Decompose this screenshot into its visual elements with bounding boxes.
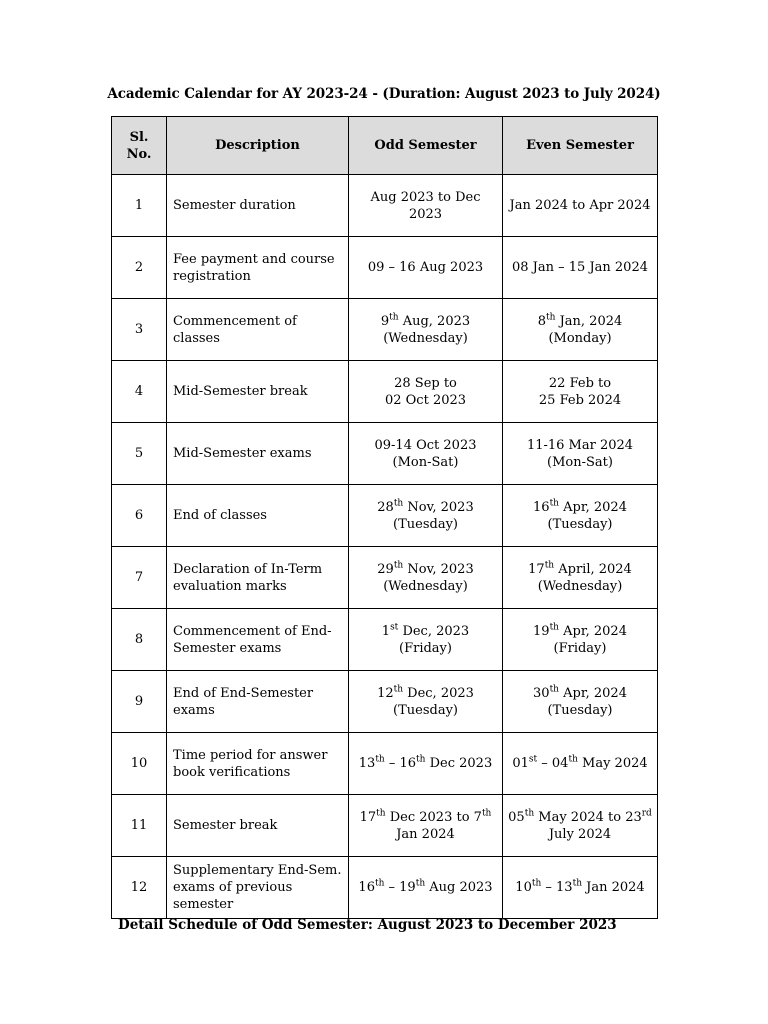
table-row — [112, 795, 658, 857]
section-heading: Detail Schedule of Odd Semester: August 2023 to December 2023 — [118, 917, 617, 933]
table-row — [112, 299, 658, 361]
row-odd-semester: 09-14 Oct 2023 (Mon-Sat) — [349, 423, 503, 485]
row-even-semester: 05th May 2024 to 23rd July 2024 — [503, 795, 658, 857]
table-row — [112, 361, 658, 423]
row-description: Commencement of End-Semester exams — [167, 609, 349, 671]
table-row — [112, 423, 658, 485]
row-description: Mid-Semester exams — [167, 423, 349, 485]
document-title: Academic Calendar for AY 2023-24 - (Duration: August 2023 to July 2024) — [107, 86, 661, 102]
table-row — [112, 547, 658, 609]
table-row — [112, 733, 658, 795]
row-even-semester: 30th Apr, 2024 (Tuesday) — [503, 671, 658, 733]
row-description: Fee payment and course registration — [167, 237, 349, 299]
row-even-semester: 10th – 13th Jan 2024 — [503, 857, 658, 919]
row-odd-semester: 28 Sep to 02 Oct 2023 — [349, 361, 503, 423]
row-number: 1 — [112, 175, 167, 237]
row-description: Commencement of classes — [167, 299, 349, 361]
row-even-semester: 08 Jan – 15 Jan 2024 — [503, 237, 658, 299]
row-even-semester: 17th April, 2024 (Wednesday) — [503, 547, 658, 609]
row-number: 3 — [112, 299, 167, 361]
row-odd-semester: 28th Nov, 2023 (Tuesday) — [349, 485, 503, 547]
header-odd-semester: Odd Semester — [349, 117, 503, 175]
row-even-semester: Jan 2024 to Apr 2024 — [503, 175, 658, 237]
row-description: Declaration of In-Term evaluation marks — [167, 547, 349, 609]
row-odd-semester: 29th Nov, 2023 (Wednesday) — [349, 547, 503, 609]
row-description: Time period for answer book verifications — [167, 733, 349, 795]
row-description: Mid-Semester break — [167, 361, 349, 423]
header-even-semester: Even Semester — [503, 117, 658, 175]
row-odd-semester: 12th Dec, 2023 (Tuesday) — [349, 671, 503, 733]
row-number: 8 — [112, 609, 167, 671]
row-odd-semester: 9th Aug, 2023 (Wednesday) — [349, 299, 503, 361]
table-row — [112, 175, 658, 237]
row-odd-semester: Aug 2023 to Dec 2023 — [349, 175, 503, 237]
row-description: End of End-Semester exams — [167, 671, 349, 733]
row-number: 6 — [112, 485, 167, 547]
header-sl-no: Sl. No. — [112, 117, 167, 175]
row-odd-semester: 16th – 19th Aug 2023 — [349, 857, 503, 919]
academic-calendar-table — [111, 116, 658, 919]
table-row — [112, 237, 658, 299]
row-number: 4 — [112, 361, 167, 423]
row-odd-semester: 13th – 16th Dec 2023 — [349, 733, 503, 795]
row-even-semester: 19th Apr, 2024 (Friday) — [503, 609, 658, 671]
table-row — [112, 485, 658, 547]
row-description: End of classes — [167, 485, 349, 547]
row-description: Supplementary End-Sem. exams of previous semester — [167, 857, 349, 919]
table-header-row — [112, 117, 658, 175]
row-number: 9 — [112, 671, 167, 733]
table-row — [112, 857, 658, 919]
row-number: 11 — [112, 795, 167, 857]
row-description: Semester break — [167, 795, 349, 857]
header-description: Description — [167, 117, 349, 175]
row-number: 12 — [112, 857, 167, 919]
row-number: 7 — [112, 547, 167, 609]
row-odd-semester: 1st Dec, 2023 (Friday) — [349, 609, 503, 671]
row-even-semester: 22 Feb to 25 Feb 2024 — [503, 361, 658, 423]
table-row — [112, 609, 658, 671]
table-row — [112, 671, 658, 733]
row-even-semester: 16th Apr, 2024 (Tuesday) — [503, 485, 658, 547]
row-number: 10 — [112, 733, 167, 795]
row-even-semester: 01st – 04th May 2024 — [503, 733, 658, 795]
row-even-semester: 8th Jan, 2024 (Monday) — [503, 299, 658, 361]
row-odd-semester: 09 – 16 Aug 2023 — [349, 237, 503, 299]
row-odd-semester: 17th Dec 2023 to 7th Jan 2024 — [349, 795, 503, 857]
row-description: Semester duration — [167, 175, 349, 237]
row-even-semester: 11-16 Mar 2024 (Mon-Sat) — [503, 423, 658, 485]
row-number: 5 — [112, 423, 167, 485]
row-number: 2 — [112, 237, 167, 299]
